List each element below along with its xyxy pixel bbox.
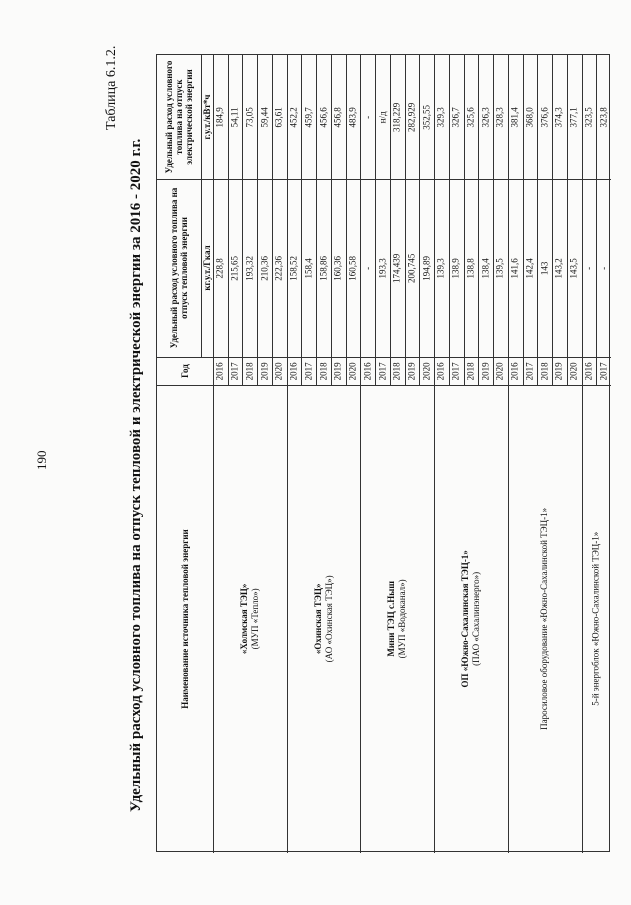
cell-heat: 228,8 xyxy=(215,257,226,279)
source-owner: (ПАО «Сахалинэнерго») xyxy=(470,571,481,667)
cell-year: 2018 xyxy=(465,361,476,380)
cell-electric: 376,6 xyxy=(539,106,550,128)
cell-year: 2017 xyxy=(524,361,535,380)
cell-year: 2016 xyxy=(510,361,521,380)
header-heat-unit: кг.у.т./Гкал xyxy=(202,245,212,291)
cell-electric: 456,8 xyxy=(333,106,344,128)
cell-heat: 200,745 xyxy=(406,253,417,283)
cell-electric: 368,0 xyxy=(524,106,535,128)
cell-year: 2020 xyxy=(421,361,432,380)
header-electric: Удельный расход условного топлива на отпуск электрической энергии xyxy=(164,60,194,174)
cell-year: 2020 xyxy=(569,361,580,380)
cell-year: 2017 xyxy=(377,361,388,380)
cell-year: 2016 xyxy=(436,361,447,380)
source-name-1 xyxy=(288,395,360,843)
cell-heat: 141,6 xyxy=(510,257,521,279)
cell-heat: 138,4 xyxy=(480,257,491,279)
cell-heat: 193,32 xyxy=(244,255,255,281)
table-title: Удельный расход условного топлива на отпуск тепловой и электрической энергии за 2016 - 2020 г.г. xyxy=(128,138,144,812)
cell-electric: 59,44 xyxy=(259,106,270,128)
source-title: Мини ТЭЦ с.Ныш xyxy=(386,581,397,657)
source-name-4 xyxy=(509,395,581,843)
table-rule xyxy=(157,179,611,180)
cell-year: 2019 xyxy=(480,361,491,380)
source-owner: (МУП «Водоканал») xyxy=(397,579,408,659)
cell-electric: 73,05 xyxy=(244,106,255,128)
cell-heat: 210,36 xyxy=(259,255,270,281)
cell-electric: 328,3 xyxy=(495,106,506,128)
cell-electric: 381,4 xyxy=(510,106,521,128)
cell-heat: 158,4 xyxy=(303,257,314,279)
cell-year: 2018 xyxy=(244,361,255,380)
table-rule xyxy=(157,385,611,386)
cell-heat: 193,3 xyxy=(377,257,388,279)
cell-year: 2019 xyxy=(406,361,417,380)
table-caption: Таблица 6.1.2. xyxy=(104,45,119,130)
cell-heat: 142,4 xyxy=(524,257,535,279)
cell-year: 2019 xyxy=(333,361,344,380)
cell-electric: 54,11 xyxy=(230,107,241,127)
cell-heat: 139,3 xyxy=(436,257,447,279)
cell-electric: 456,6 xyxy=(318,106,329,128)
cell-year: 2018 xyxy=(392,361,403,380)
cell-electric: 352,55 xyxy=(421,104,432,130)
cell-electric: 282,929 xyxy=(406,102,417,132)
cell-heat: - xyxy=(362,266,373,270)
source-title: «Холмская ТЭЦ» xyxy=(238,583,249,655)
cell-year: 2018 xyxy=(318,361,329,380)
cell-year: 2020 xyxy=(274,361,285,380)
cell-heat: - xyxy=(598,266,609,270)
header-source-name: Наименование источника тепловой энергии xyxy=(180,529,190,709)
data-table xyxy=(156,54,610,852)
cell-year: 2020 xyxy=(348,361,359,380)
cell-electric: 184,9 xyxy=(215,106,226,128)
cell-year: 2016 xyxy=(289,361,300,380)
cell-electric: 326,3 xyxy=(480,106,491,128)
cell-heat: - xyxy=(583,266,594,270)
header-year: Год xyxy=(180,364,190,378)
source-title: Паросиловое оборудование «Южно-Сахалинской ТЭЦ-1» xyxy=(539,508,550,730)
cell-heat: 143 xyxy=(539,261,550,275)
cell-heat: 160,36 xyxy=(333,255,344,281)
cell-heat: 138,8 xyxy=(465,257,476,279)
cell-heat: 139,5 xyxy=(495,257,506,279)
cell-electric: 483,9 xyxy=(348,106,359,128)
cell-year: 2017 xyxy=(303,361,314,380)
cell-year: 2019 xyxy=(554,361,565,380)
cell-year: 2017 xyxy=(451,361,462,380)
cell-electric: 377,1 xyxy=(569,106,580,128)
cell-year: 2016 xyxy=(215,361,226,380)
header-electric-unit: г.у.т./кВт*ч xyxy=(202,94,212,140)
cell-heat: 158,52 xyxy=(289,255,300,281)
source-name-5 xyxy=(583,395,610,843)
source-name-2 xyxy=(361,395,433,843)
cell-electric: н/д xyxy=(377,111,388,123)
cell-electric: 323,8 xyxy=(598,106,609,128)
cell-heat: 215,65 xyxy=(230,255,241,281)
cell-electric: 323,5 xyxy=(583,106,594,128)
cell-heat: 158,86 xyxy=(318,255,329,281)
cell-electric: 318,229 xyxy=(392,102,403,132)
source-title: ОП «Южно-Сахалинская ТЭЦ-1» xyxy=(459,550,470,688)
cell-year: 2017 xyxy=(230,361,241,380)
cell-year: 2017 xyxy=(598,361,609,380)
page-number: 190 xyxy=(34,450,49,470)
cell-heat: 143,2 xyxy=(554,257,565,279)
cell-electric: 459,7 xyxy=(303,106,314,128)
cell-electric: 63,61 xyxy=(274,106,285,128)
source-name-3 xyxy=(435,395,507,843)
cell-heat: 194,89 xyxy=(421,255,432,281)
cell-heat: 160,58 xyxy=(348,255,359,281)
cell-electric: 326,7 xyxy=(451,106,462,128)
source-owner: (АО «Охинская ТЭЦ») xyxy=(323,575,334,663)
cell-heat: 143,5 xyxy=(569,257,580,279)
cell-heat: 174,439 xyxy=(392,253,403,283)
cell-electric: 329,3 xyxy=(436,106,447,128)
source-title: 5-й энергоблок «Южно-Сахалинской ТЭЦ-1» xyxy=(590,531,601,707)
cell-year: 2020 xyxy=(495,361,506,380)
header-heat: Удельный расход условного топлива на отпуск тепловой энергии xyxy=(169,187,189,349)
source-owner: (МУП «Тепло») xyxy=(249,588,260,650)
cell-year: 2016 xyxy=(583,361,594,380)
cell-electric: - xyxy=(362,115,373,119)
cell-heat: 222,36 xyxy=(274,255,285,281)
cell-year: 2019 xyxy=(259,361,270,380)
source-name-0 xyxy=(214,395,286,843)
cell-electric: 374,3 xyxy=(554,106,565,128)
cell-year: 2016 xyxy=(362,361,373,380)
cell-year: 2018 xyxy=(539,361,550,380)
cell-electric: 325,6 xyxy=(465,106,476,128)
cell-electric: 452,2 xyxy=(289,106,300,128)
source-title: «Охинская ТЭЦ» xyxy=(312,583,323,655)
cell-heat: 138,9 xyxy=(451,257,462,279)
